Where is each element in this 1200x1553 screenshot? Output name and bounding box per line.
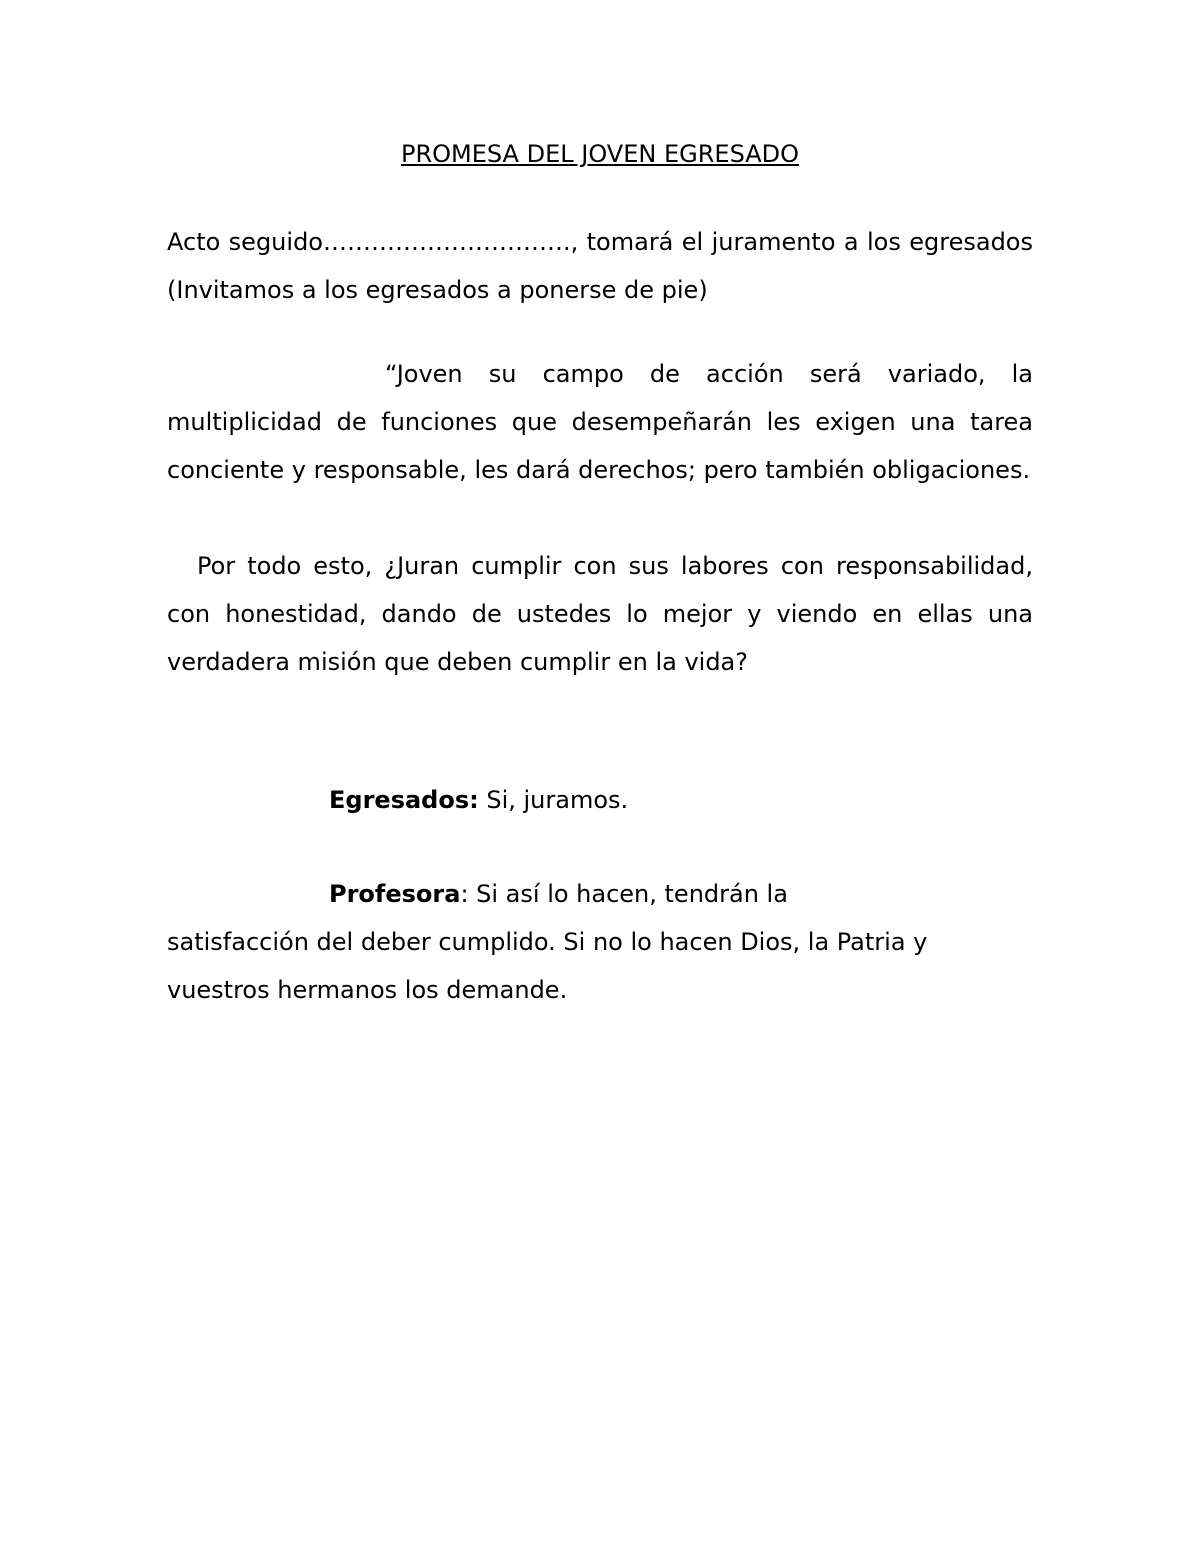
egresados-response <box>167 776 1033 824</box>
profesora-text-rest: satisfacción del deber cumplido. Si no lo hacen Dios, la Patria y vuestros hermanos los demande. <box>167 928 928 1004</box>
egresados-label: Egresados: <box>329 786 479 814</box>
oath-quote-paragraph <box>167 350 1033 494</box>
profesora-label: Profesora <box>329 880 461 908</box>
egresados-text: Si, juramos. <box>478 786 629 814</box>
profesora-response <box>167 870 1033 1014</box>
profesora-text-line1: : Si así lo hacen, tendrán la <box>460 880 788 908</box>
oath-question-paragraph: Por todo esto, ¿Juran cumplir con sus labores con responsabilidad, con honestidad, dando de ustedes lo mejor y viendo en ellas una verdadera misión que deben cumplir en la vida? <box>167 552 1033 676</box>
document-title: PROMESA DEL JOVEN EGRESADO <box>400 140 800 168</box>
intro-paragraph: Acto seguido…………………………., tomará el juramento a los egresados (Invitamos a los egresados a ponerse de pie) <box>167 228 1033 304</box>
oath-quote-text: “Joven su campo de acción será variado, la multiplicidad de funciones que desempeñarán les exigen una tarea conciente y responsable, les dará derechos; pero también obligaciones. <box>167 360 1033 484</box>
profesora-first-line <box>167 870 1033 918</box>
